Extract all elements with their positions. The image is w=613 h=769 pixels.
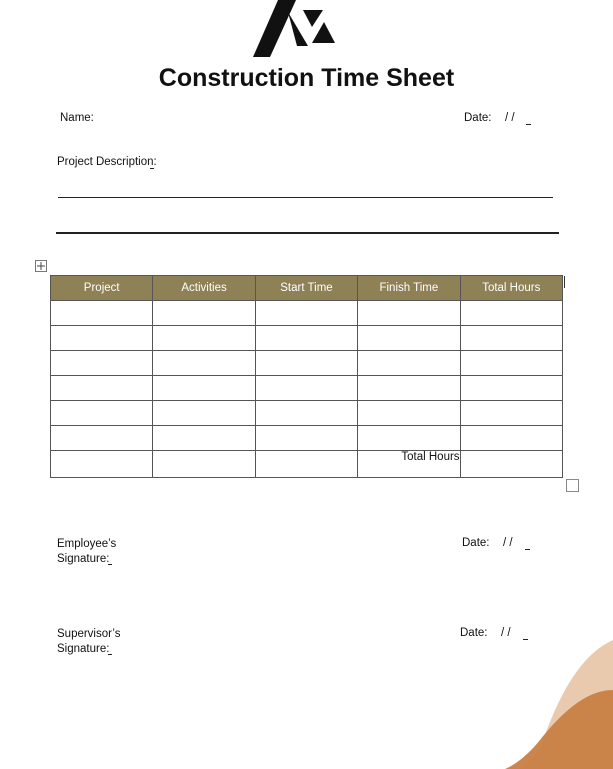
description-line-2: [56, 232, 559, 234]
table-cell[interactable]: [255, 401, 357, 426]
table-cell[interactable]: [255, 451, 357, 478]
date-underline: [526, 124, 531, 125]
table-cell[interactable]: [460, 301, 562, 326]
table-cell[interactable]: [51, 326, 153, 351]
date-separators: / /: [505, 112, 515, 124]
employee-label-line2: Signature:: [57, 553, 110, 565]
header-start-time: Start Time: [255, 276, 357, 301]
employee-date-separators: / /: [503, 537, 513, 549]
table-cell[interactable]: [358, 326, 460, 351]
table-cell[interactable]: [255, 351, 357, 376]
table-cell[interactable]: [153, 376, 255, 401]
name-label: Name:: [60, 112, 94, 124]
employee-signature-label: [57, 537, 116, 567]
page-title: Construction Time Sheet: [158, 64, 455, 92]
total-row: [51, 451, 563, 478]
table-cell[interactable]: [255, 376, 357, 401]
table-cell[interactable]: [358, 301, 460, 326]
supervisor-date-separators: / /: [501, 627, 511, 639]
table-cell[interactable]: [51, 376, 153, 401]
supervisor-signature-label: [57, 627, 121, 657]
resize-handle-icon[interactable]: [566, 479, 579, 492]
table-header-row: [51, 276, 563, 301]
supervisor-label-line1: Supervisor’s: [57, 628, 121, 640]
table-cell[interactable]: [255, 301, 357, 326]
table-cell[interactable]: [51, 301, 153, 326]
table-cell[interactable]: [358, 351, 460, 376]
table-cell[interactable]: [460, 376, 562, 401]
table-cell[interactable]: [460, 426, 562, 451]
table-cell[interactable]: [51, 426, 153, 451]
table-row: [51, 326, 563, 351]
table-row: [51, 376, 563, 401]
move-handle-icon[interactable]: [35, 260, 47, 272]
employee-signature-underline: [108, 564, 112, 565]
table-cell[interactable]: [255, 326, 357, 351]
table-cell[interactable]: [460, 401, 562, 426]
header-finish-time: Finish Time: [358, 276, 460, 301]
total-hours-cell[interactable]: [460, 451, 562, 478]
table-row: [51, 401, 563, 426]
supervisor-date-label: Date:: [460, 627, 488, 639]
employee-date-label: Date:: [462, 537, 490, 549]
table-cell[interactable]: [358, 401, 460, 426]
time-sheet-table: [50, 275, 563, 478]
table-cell[interactable]: [51, 351, 153, 376]
project-description-underline: [150, 168, 154, 169]
text-cursor: [564, 276, 565, 288]
table-cell[interactable]: [153, 426, 255, 451]
logo-icon: [250, 0, 340, 60]
header-project: Project: [51, 276, 153, 301]
employee-label-line1: Employee’s: [57, 538, 117, 550]
table-cell[interactable]: [358, 426, 460, 451]
supervisor-signature-underline: [108, 654, 112, 655]
table-row: [51, 301, 563, 326]
project-description-label: Project Description:: [57, 156, 157, 168]
table-cell[interactable]: [153, 326, 255, 351]
header-activities: Activities: [153, 276, 255, 301]
corner-decoration: [500, 635, 613, 769]
table-row: [51, 426, 563, 451]
employee-date-underline: [525, 549, 530, 550]
date-label: Date:: [464, 112, 492, 124]
table-cell[interactable]: [153, 351, 255, 376]
header-total-hours: Total Hours: [460, 276, 562, 301]
description-line-1: [58, 197, 553, 198]
table-cell[interactable]: [153, 401, 255, 426]
supervisor-label-line2: Signature:: [57, 643, 110, 655]
table-cell[interactable]: [153, 301, 255, 326]
table-cell[interactable]: [51, 401, 153, 426]
table-row: [51, 351, 563, 376]
table-cell[interactable]: [51, 451, 153, 478]
table-cell[interactable]: [460, 351, 562, 376]
table-cell[interactable]: [460, 326, 562, 351]
total-hours-label: Total Hours: [358, 451, 460, 478]
table-cell[interactable]: [255, 426, 357, 451]
table-cell[interactable]: [358, 376, 460, 401]
table-cell[interactable]: [153, 451, 255, 478]
